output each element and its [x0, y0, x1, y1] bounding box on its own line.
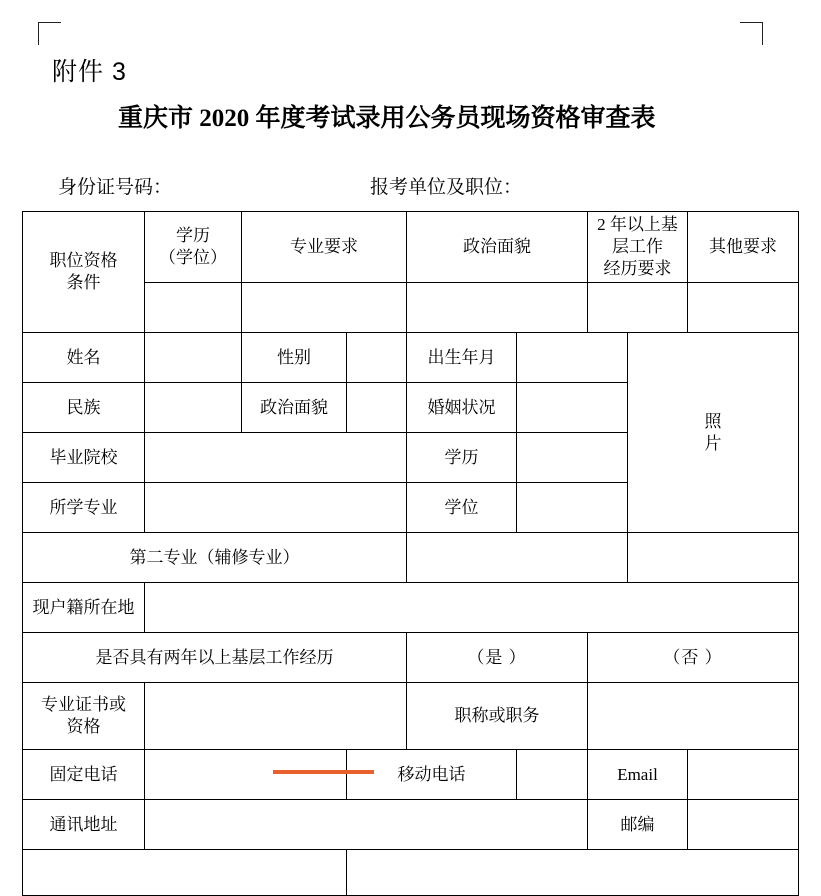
value-postcode[interactable]: [688, 800, 799, 850]
label-name: 姓名: [23, 333, 145, 383]
col-grassroots-header: [588, 212, 688, 283]
qualification-review-table: [22, 211, 799, 896]
applied-unit-label: 报考单位及职位：: [370, 177, 523, 198]
value-major[interactable]: [145, 483, 407, 533]
label-postcode: 邮编: [588, 800, 688, 850]
label-residence: 现户籍所在地: [23, 583, 145, 633]
table-row: [23, 683, 799, 750]
label-email: Email: [588, 750, 688, 800]
photo-label-line1: 照: [704, 411, 722, 431]
table-row: [23, 212, 799, 283]
value-education[interactable]: [517, 433, 628, 483]
value-degree[interactable]: [517, 483, 628, 533]
label-gender: 性别: [242, 333, 347, 383]
option-grassroots-yes[interactable]: （是 ）: [407, 633, 588, 683]
crop-mark-top-right: [740, 22, 763, 45]
table-row: [23, 633, 799, 683]
table-row: [23, 533, 799, 583]
label-telephone: 固定电话: [23, 750, 145, 800]
label-second-major: 第二专业（辅修专业）: [23, 533, 407, 583]
label-certificate-line2: 资格: [66, 717, 101, 737]
label-certificate: [23, 683, 145, 750]
col-grassroots-line2: 经历要求: [603, 259, 672, 279]
value-certificate[interactable]: [145, 683, 407, 750]
qualification-row-label: [23, 212, 145, 333]
value-email[interactable]: [688, 750, 799, 800]
option-grassroots-no[interactable]: （否 ）: [588, 633, 799, 683]
label-major: 所学专业: [23, 483, 145, 533]
table-row: [23, 583, 799, 633]
value-school[interactable]: [145, 433, 407, 483]
crop-mark-top-left: [38, 22, 61, 45]
table-row: [23, 850, 799, 896]
cell-grassroots-value[interactable]: [588, 283, 688, 333]
value-birth[interactable]: [517, 333, 628, 383]
value-address[interactable]: [145, 800, 588, 850]
label-school: 毕业院校: [23, 433, 145, 483]
table-row: [23, 800, 799, 850]
cell-extra-left[interactable]: [23, 850, 347, 896]
value-ethnicity[interactable]: [145, 383, 242, 433]
label-address: 通讯地址: [23, 800, 145, 850]
col-grassroots-line1: 2 年以上基层工作: [597, 215, 678, 257]
label-education: 学历: [407, 433, 517, 483]
col-education-line1: 学历: [176, 226, 210, 246]
label-political-status: 政治面貌: [242, 383, 347, 433]
value-second-major[interactable]: [407, 533, 628, 583]
col-education-line2: （学位）: [159, 248, 227, 268]
value-name[interactable]: [145, 333, 242, 383]
label-grassroots-question: 是否具有两年以上基层工作经历: [23, 633, 407, 683]
label-birth: 出生年月: [407, 333, 517, 383]
col-education-header: [145, 212, 242, 283]
value-telephone[interactable]: [145, 750, 347, 800]
value-marital[interactable]: [517, 383, 628, 433]
photo-label-line2: 片: [704, 433, 722, 453]
col-major-header: 专业要求: [242, 212, 407, 283]
col-other-header: 其他要求: [688, 212, 799, 283]
value-mobile[interactable]: [517, 750, 588, 800]
cell-education-value[interactable]: [145, 283, 242, 333]
label-mobile: 移动电话: [347, 750, 517, 800]
cell-major-value[interactable]: [242, 283, 407, 333]
value-political-status[interactable]: [347, 383, 407, 433]
label-ethnicity: 民族: [23, 383, 145, 433]
qualification-row-label-line2: 条件: [66, 273, 101, 293]
value-residence[interactable]: [145, 583, 799, 633]
col-political-header: 政治面貌: [407, 212, 588, 283]
cell-other-value[interactable]: [688, 283, 799, 333]
cell-photo-bottom: [628, 533, 799, 583]
id-number-label: 身份证号码：: [58, 177, 173, 198]
qualification-row-label-line1: 职位资格: [49, 251, 118, 271]
cell-political-value[interactable]: [407, 283, 588, 333]
label-title-post: 职称或职务: [407, 683, 588, 750]
attachment-label: 附件 3: [52, 58, 127, 86]
cell-extra-right[interactable]: [347, 850, 799, 896]
label-marital: 婚姻状况: [407, 383, 517, 433]
value-gender[interactable]: [347, 333, 407, 383]
label-degree: 学位: [407, 483, 517, 533]
bottom-progress-fragment: [273, 770, 374, 774]
table-row: [23, 333, 799, 383]
photo-placeholder[interactable]: [628, 333, 799, 533]
page-title: 重庆市 2020 年度考试录用公务员现场资格审查表: [118, 105, 656, 132]
table-row: [23, 750, 799, 800]
value-title-post[interactable]: [588, 683, 799, 750]
label-certificate-line1: 专业证书或: [41, 695, 126, 715]
